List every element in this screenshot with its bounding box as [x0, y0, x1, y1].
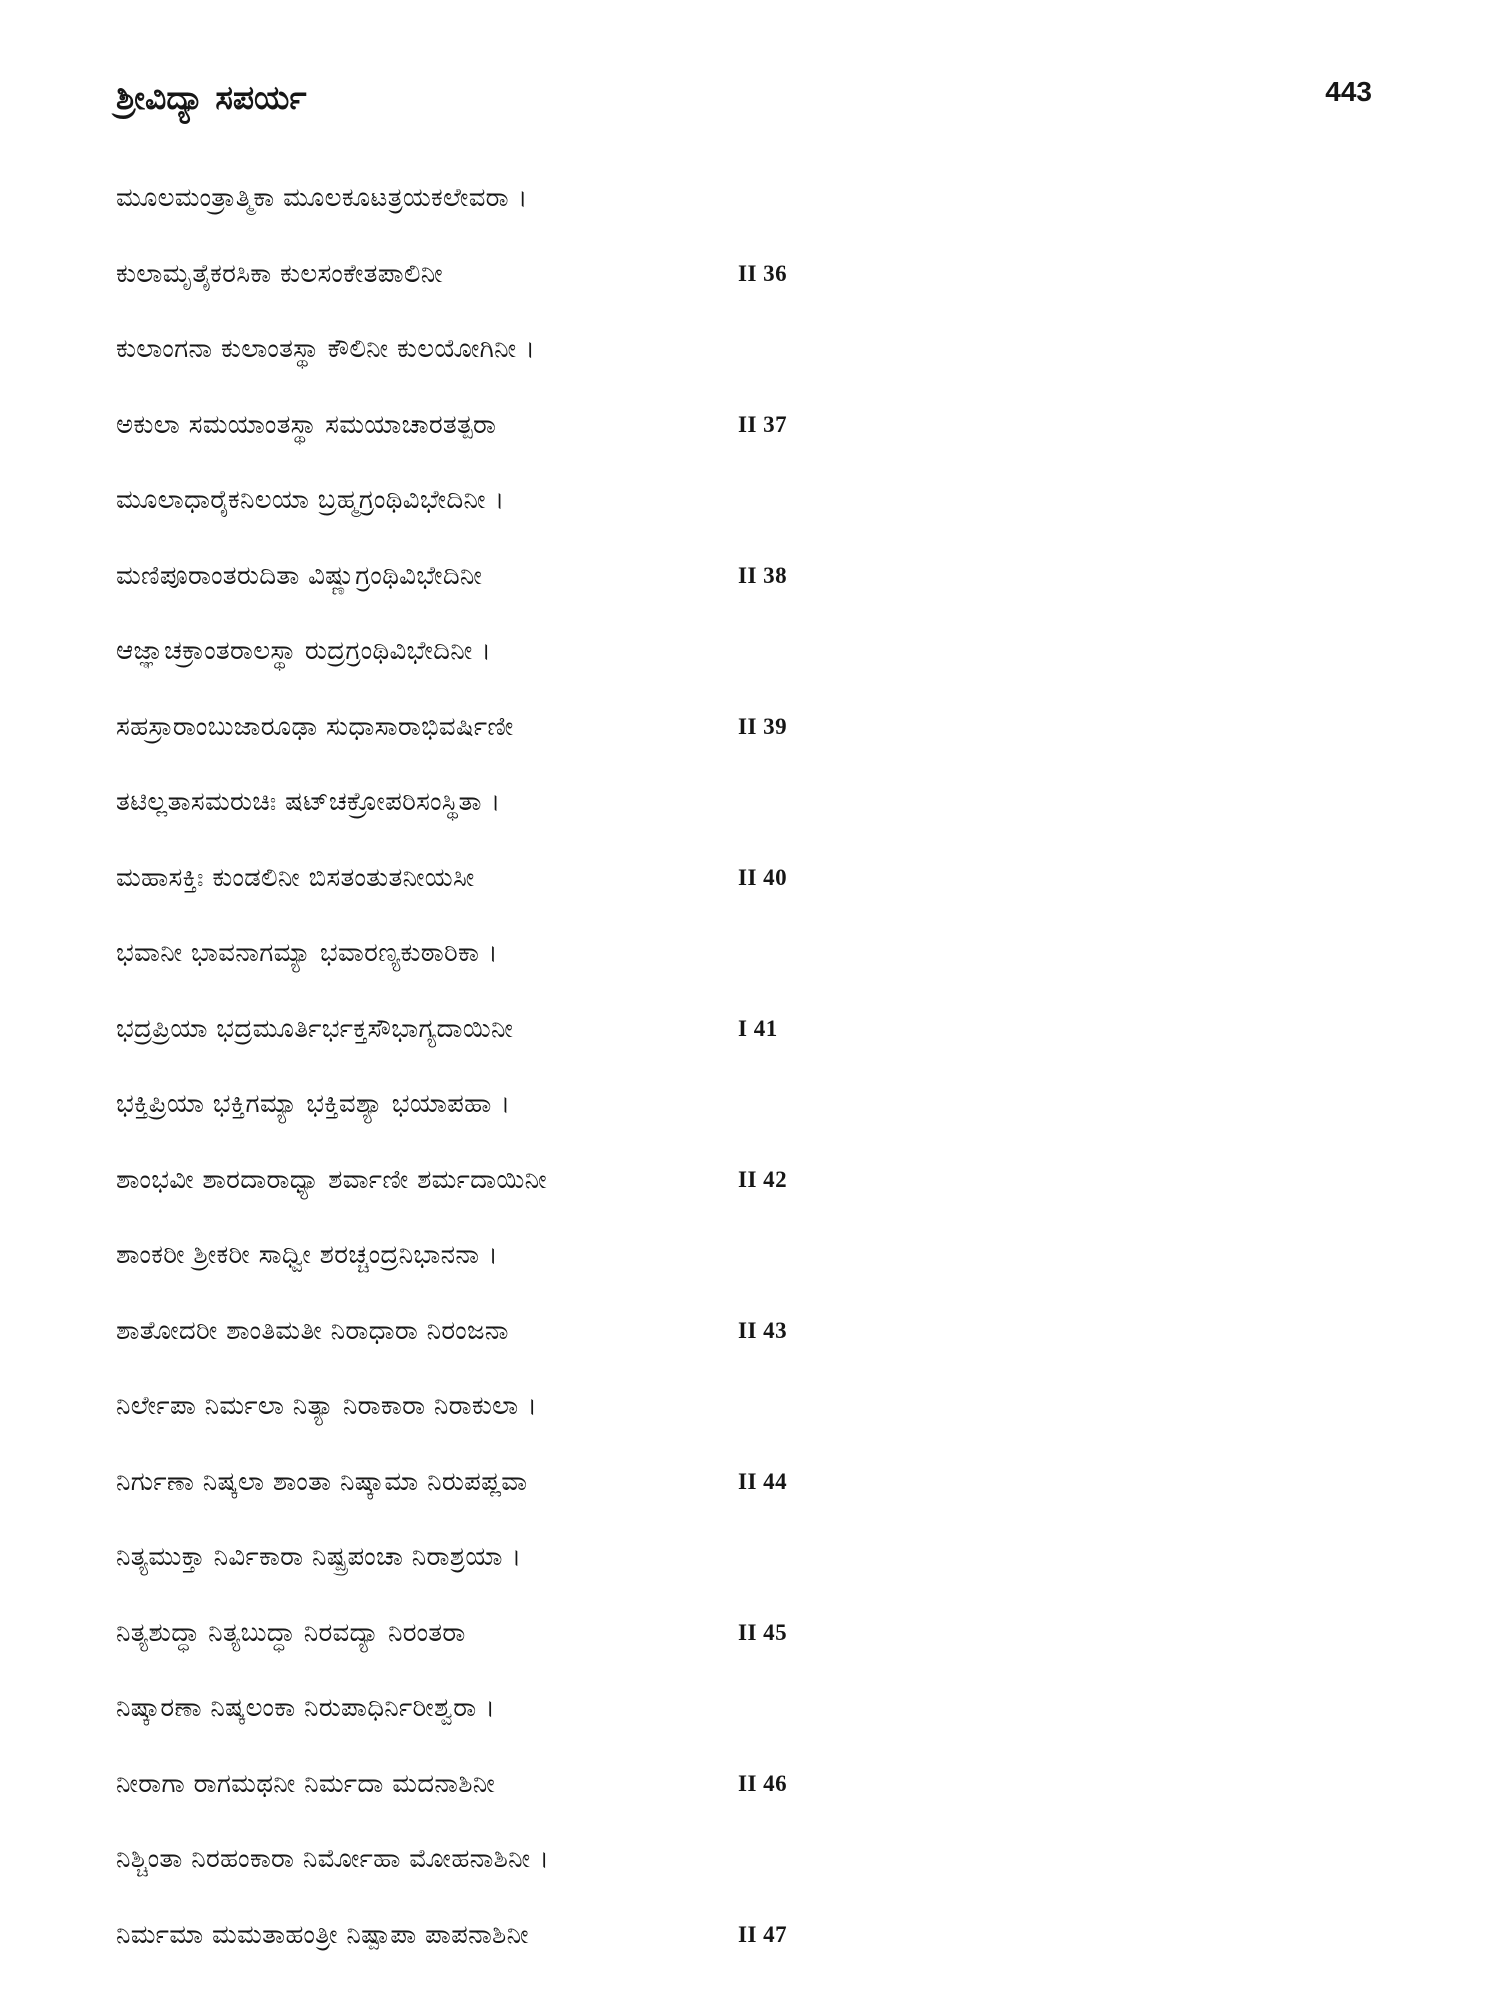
verse-text: ನಿರ್ಗುಣಾ ನಿಷ್ಕಲಾ ಶಾಂತಾ ನಿಷ್ಕಾಮಾ ನಿರುಪಪ್ಲವಾ	[116, 1466, 528, 1497]
verse-text: ಭದ್ರಪ್ರಿಯಾ ಭದ್ರಮೂರ್ತಿರ್ಭಕ್ತಸೌಭಾಗ್ಯದಾಯಿನೀ	[116, 1013, 514, 1044]
verse-text: ಶಾತೋದರೀ ಶಾಂತಿಮತೀ ನಿರಾಧಾರಾ ನಿರಂಜನಾ	[116, 1315, 509, 1346]
verse-line	[116, 629, 1216, 705]
verse-text: ನಿರ್ಲೇಪಾ ನಿರ್ಮಲಾ ನಿತ್ಯಾ ನಿರಾಕಾರಾ ನಿರಾಕುಲಾ ।	[116, 1391, 538, 1421]
verse-text: ಕುಲಾಮೃತೈಕರಸಿಕಾ ಕುಲಸಂಕೇತಪಾಲಿನೀ	[116, 258, 443, 289]
verse-number: II 39	[738, 713, 788, 739]
verse-list	[116, 176, 1216, 1988]
verse-number: II 47	[738, 1921, 788, 1947]
verse-text: ಮೂಲಮಂತ್ರಾತ್ಮಿಕಾ ಮೂಲಕೂಟತ್ರಯಕಲೇವರಾ ।	[116, 183, 528, 213]
verse-line	[116, 554, 1216, 630]
verse-number: II 45	[738, 1619, 788, 1645]
verse-number: II 46	[738, 1770, 788, 1796]
verse-text: ನಿರ್ಮಮಾ ಮಮತಾಹಂತ್ರೀ ನಿಷ್ಪಾಪಾ ಪಾಪನಾಶಿನೀ	[116, 1919, 529, 1950]
verse-line	[116, 327, 1216, 403]
verse-text: ನೀರಾಗಾ ರಾಗಮಥನೀ ನಿರ್ಮದಾ ಮದನಾಶಿನೀ	[116, 1768, 496, 1799]
verse-line	[116, 1007, 1216, 1083]
verse-text: ನಿತ್ಯಶುದ್ಧಾ ನಿತ್ಯಬುದ್ಧಾ ನಿರವದ್ಯಾ ನಿರಂತರಾ	[116, 1617, 466, 1648]
verse-line	[116, 176, 1216, 252]
verse-text: ಮಹಾಸಕ್ತಿಃ ಕುಂಡಲಿನೀ ಬಿಸತಂತುತನೀಯಸೀ	[116, 862, 475, 893]
verse-line	[116, 1158, 1216, 1234]
verse-number: II 37	[738, 411, 788, 437]
verse-text: ಕುಲಾಂಗನಾ ಕುಲಾಂತಸ್ಥಾ ಕೌಲಿನೀ ಕುಲಯೋಗಿನೀ ।	[116, 334, 536, 364]
verse-number: II 36	[738, 260, 788, 286]
verse-number: II 44	[738, 1468, 788, 1494]
verse-line	[116, 856, 1216, 932]
verse-text: ಆಜ್ಞಾಚಕ್ರಾಂತರಾಲಸ್ಥಾ ರುದ್ರಗ್ರಂಥಿವಿಭೇದಿನೀ ।	[116, 636, 492, 666]
verse-number: II 42	[738, 1166, 788, 1192]
verse-line	[116, 1686, 1216, 1762]
book-title: ಶ್ರೀವಿದ್ಯಾ ಸಪರ್ಯ	[116, 78, 307, 117]
verse-number: II 38	[738, 562, 788, 588]
verse-text: ನಿಶ್ಚಿಂತಾ ನಿರಹಂಕಾರಾ ನಿರ್ಮೋಹಾ ಮೋಹನಾಶಿನೀ ।	[116, 1844, 550, 1874]
verse-text: ಸಹಸ್ರಾರಾಂಬುಜಾರೂಢಾ ಸುಧಾಸಾರಾಭಿವರ್ಷಿಣೀ	[116, 711, 514, 742]
verse-text: ನಿತ್ಯಮುಕ್ತಾ ನಿರ್ವಿಕಾರಾ ನಿಷ್ಪ್ರಪಂಚಾ ನಿರಾಶ್ರಯಾ ।	[116, 1542, 522, 1572]
verse-line	[116, 705, 1216, 781]
verse-number: II 43	[738, 1317, 788, 1343]
verse-line	[116, 1233, 1216, 1309]
verse-line	[116, 1611, 1216, 1687]
verse-line	[116, 931, 1216, 1007]
verse-text: ನಿಷ್ಕಾರಣಾ ನಿಷ್ಕಲಂಕಾ ನಿರುಪಾಧಿರ್ನಿರೀಶ್ವರಾ ।	[116, 1693, 496, 1723]
verse-line	[116, 1913, 1216, 1989]
verse-line	[116, 1837, 1216, 1913]
verse-line	[116, 252, 1216, 328]
page-header	[116, 78, 1372, 128]
verse-number: II 40	[738, 864, 788, 890]
verse-text: ಶಾಂಕರೀ ಶ್ರೀಕರೀ ಸಾಧ್ವೀ ಶರಚ್ಚಂದ್ರನಿಭಾನನಾ ।	[116, 1240, 499, 1270]
verse-line	[116, 403, 1216, 479]
verse-line	[116, 1535, 1216, 1611]
verse-text: ಮೂಲಾಧಾರೈಕನಿಲಯಾ ಬ್ರಹ್ಮಗ್ರಂಥಿವಿಭೇದಿನೀ ।	[116, 485, 505, 515]
verse-number: I 41	[738, 1015, 778, 1041]
verse-text: ಶಾಂಭವೀ ಶಾರದಾರಾಧ್ಯಾ ಶರ್ವಾಣೀ ಶರ್ಮದಾಯಿನೀ	[116, 1164, 547, 1195]
verse-text: ತಟಿಲ್ಲತಾಸಮರುಚಿಃ ಷಟ್‌ಚಕ್ರೋಪರಿಸಂಸ್ಥಿತಾ ।	[116, 787, 501, 817]
verse-text: ಭಕ್ತಿಪ್ರಿಯಾ ಭಕ್ತಿಗಮ್ಯಾ ಭಕ್ತಿವಶ್ಯಾ ಭಯಾಪಹಾ ।	[116, 1089, 511, 1119]
verse-line	[116, 1460, 1216, 1536]
verse-text: ಅಕುಲಾ ಸಮಯಾಂತಸ್ಥಾ ಸಮಯಾಚಾರತತ್ಪರಾ	[116, 409, 497, 440]
verse-line	[116, 478, 1216, 554]
page-number: 443	[1325, 76, 1372, 107]
verse-line	[116, 1082, 1216, 1158]
verse-line	[116, 780, 1216, 856]
verse-line	[116, 1309, 1216, 1385]
verse-text: ಭವಾನೀ ಭಾವನಾಗಮ್ಯಾ ಭವಾರಣ್ಯಕುಠಾರಿಕಾ ।	[116, 938, 498, 968]
verse-line	[116, 1762, 1216, 1838]
verse-line	[116, 1384, 1216, 1460]
verse-text: ಮಣಿಪೂರಾಂತರುದಿತಾ ವಿಷ್ಣುಗ್ರಂಥಿವಿಭೇದಿನೀ	[116, 560, 483, 591]
